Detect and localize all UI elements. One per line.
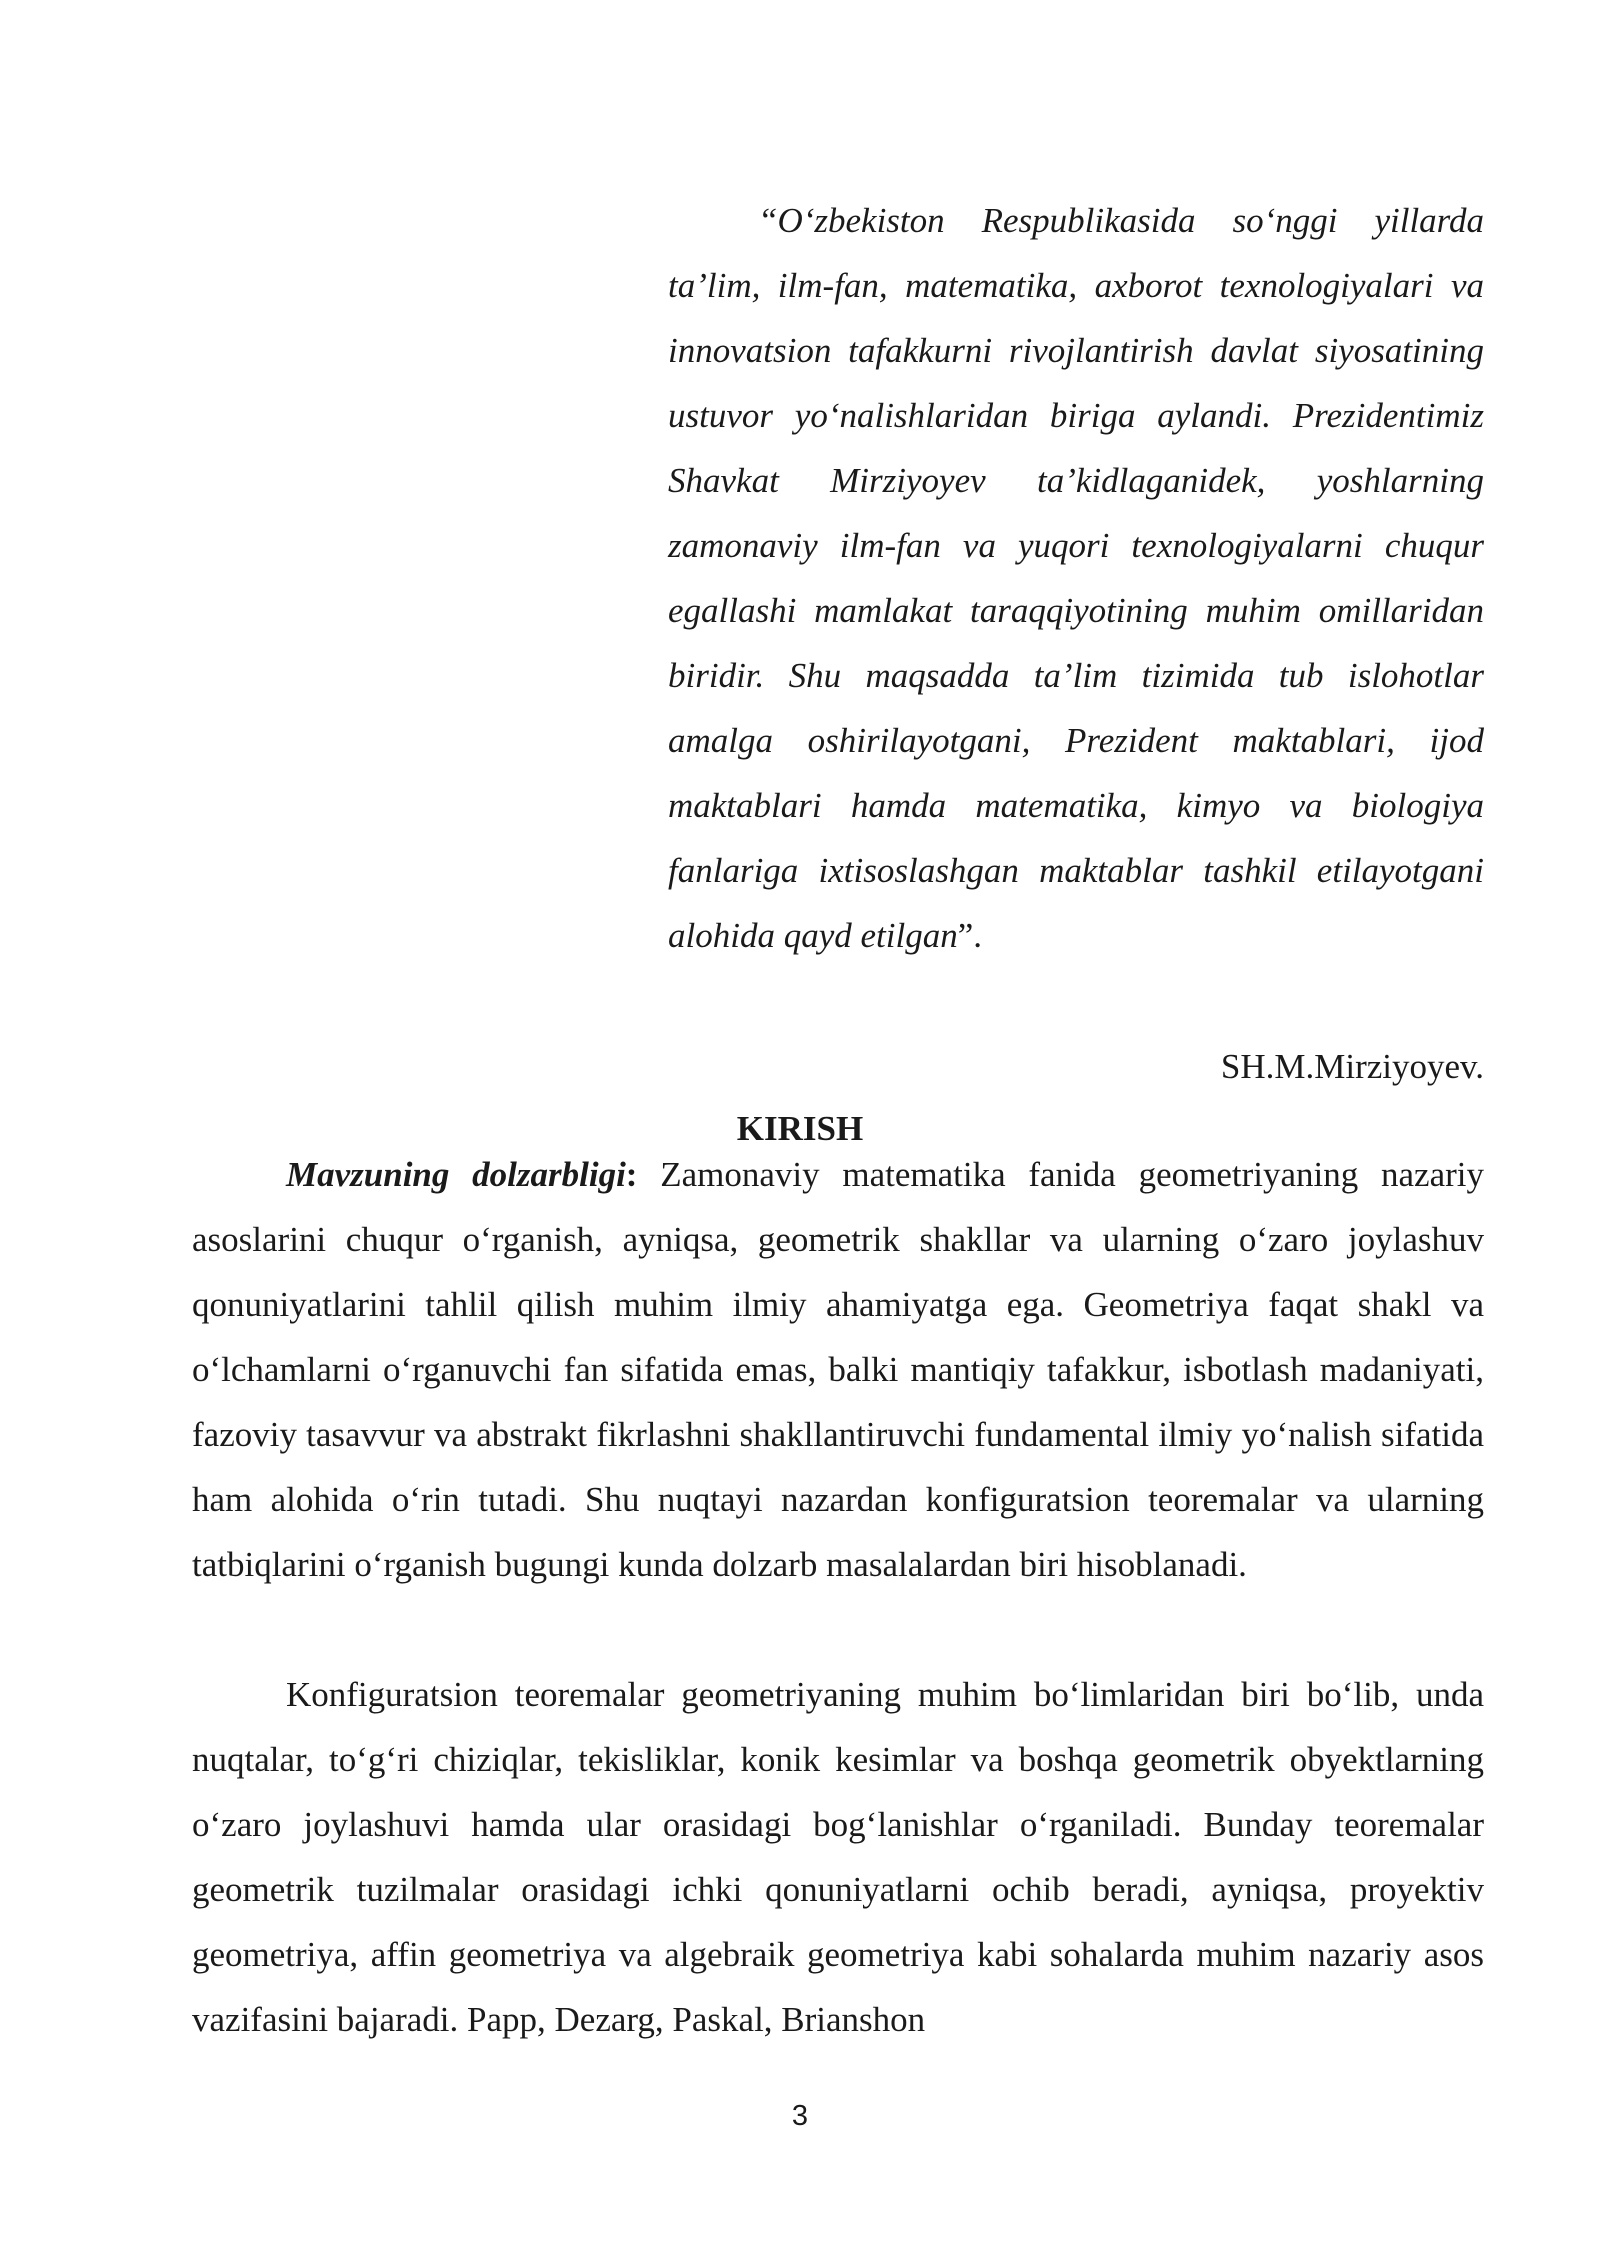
epigraph-closing: ”. — [957, 916, 982, 955]
page-number: 3 — [791, 2100, 809, 2132]
epigraph-quote — [668, 188, 1484, 968]
epigraph-text: “O‘zbekiston Respublikasida so‘nggi yillarda ta’lim, ilm-fan, matematika, axborot texnologiyalari va innovatsion tafakkurni rivojlantirish davlat siyosatining ustuvor yo‘nalishlaridan biriga aylandi. Prezidentimiz Shavkat Mirziyoyev ta’kidlaganidek, yoshlarning zamonaviy ilm-fan va yuqori texnologiyalarni chuqur egallashi mamlakat taraqqiyotining muhim omillaridan biridir. Shu maqsadda ta’lim tizimida tub islohotlar amalga oshirilayotgani, Prezident maktablari, ijod maktablari hamda matematika, kimyo va biologiya fanlariga ixtisoslashgan maktablar tashkil etilayotgani alohida qayd etilgan — [668, 201, 1484, 955]
paragraph-configuration: Konfiguratsion teoremalar geometriyaning muhim bo‘limlaridan biri bo‘lib, unda nuqtalar, to‘g‘ri chiziqlar, tekisliklar, konik kesimlar va boshqa geometrik obyektlarning o‘zaro joylashuvi hamda ular orasidagi bog‘lanishlar o‘rganiladi. Bunday teoremalar geometrik tuzilmalar orasidagi ichki qonuniyatlarni ochib beradi, ayniqsa, proyektiv geometriya, affin geometriya va algebraik geometriya kabi sohalarda muhim nazariy asos vazifasini bajaradi. Papp, Dezarg, Paskal, Brianshon — [192, 1675, 1484, 2039]
epigraph-author: SH.M.Mirziyoyev. — [1220, 1047, 1484, 1086]
lead-colon: : — [625, 1155, 638, 1194]
paragraph-1-text: Zamonaviy matematika fanida geometriyaning nazariy asoslarini chuqur o‘rganish, ayniqsa, geometrik shakllar va ularning o‘zaro joylashuv qonuniyatlarini tahlil qilish muhim ilmiy ahamiyatga ega. Geometriya faqat shakl va o‘lchamlarni o‘rganuvchi fan sifatida emas, balki mantiqiy tafakkur, isbotlash madaniyati, fazoviy tasavvur va abstrakt fikrlashni shakllantiruvchi fundamental ilmiy yo‘nalish sifatida ham alohida o‘rin tutadi. Shu nuqtayi nazardan konfiguratsion teoremalar va ularning tatbiqlarini o‘rganish bugungi kunda dolzarb masalalardan biri hisoblanadi. — [192, 1155, 1484, 1584]
section-heading: KIRISH — [736, 1109, 864, 1148]
lead-label: Mavzuning dolzarbligi — [286, 1155, 626, 1194]
paragraph-relevance — [192, 1142, 1484, 1597]
